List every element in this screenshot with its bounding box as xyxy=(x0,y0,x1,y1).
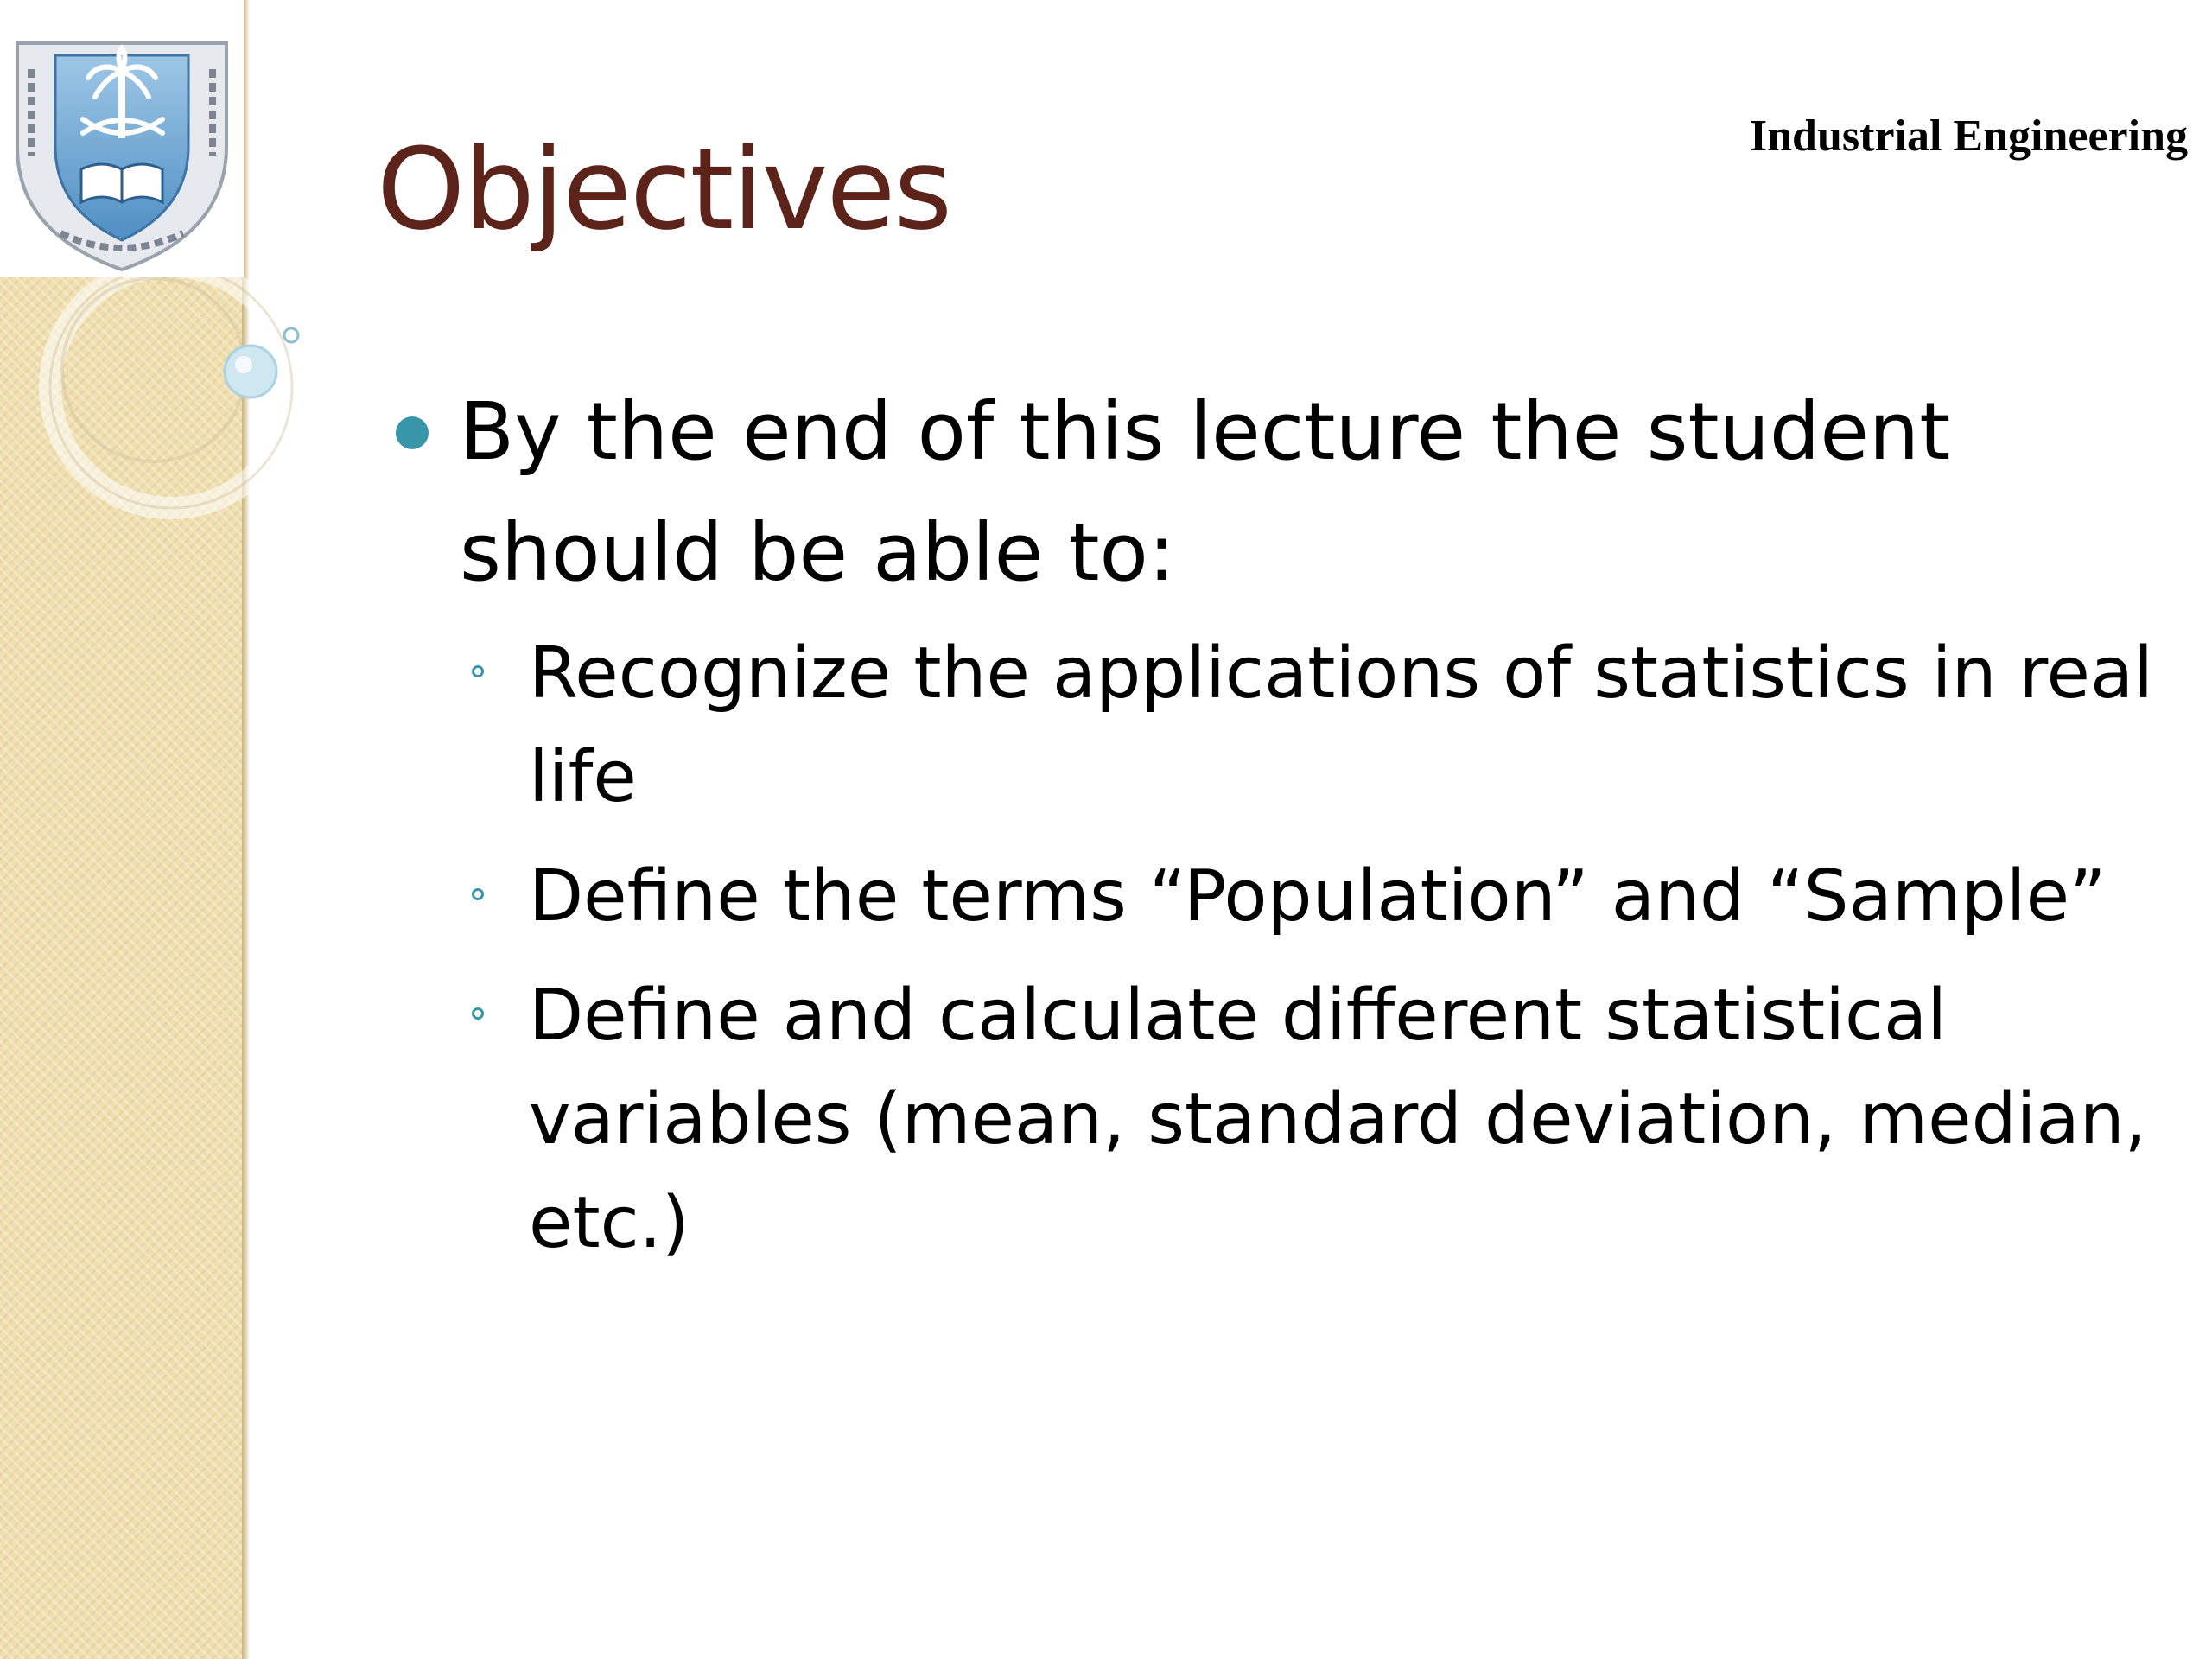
bullet-dot-icon xyxy=(396,416,429,449)
slide-title: Objectives xyxy=(377,124,951,255)
department-header: Industrial Engineering xyxy=(1749,111,2188,161)
main-bullet xyxy=(380,372,2160,613)
ring-bullet-icon xyxy=(472,888,484,900)
list-item xyxy=(380,622,2160,830)
list-item xyxy=(380,845,2160,949)
ring-bullet-icon xyxy=(472,1007,484,1020)
university-logo xyxy=(0,0,244,276)
decorative-rings-icon xyxy=(0,259,311,570)
ring-bullet-icon xyxy=(472,665,484,677)
objective-list xyxy=(380,622,2160,1275)
slide-body xyxy=(380,372,2160,1291)
list-item-text: Recognize the applications of statistics in real life xyxy=(529,632,2153,818)
list-item xyxy=(380,964,2160,1275)
list-item-text: Define and calculate different statistical variables (mean, standard deviation, median, etc.) xyxy=(529,975,2147,1264)
main-bullet-text: By the end of this lecture the student should be able to: xyxy=(460,385,1951,599)
list-item-text: Define the terms “Population” and “Sample” xyxy=(529,855,2107,938)
ksu-crest-icon xyxy=(9,17,235,273)
